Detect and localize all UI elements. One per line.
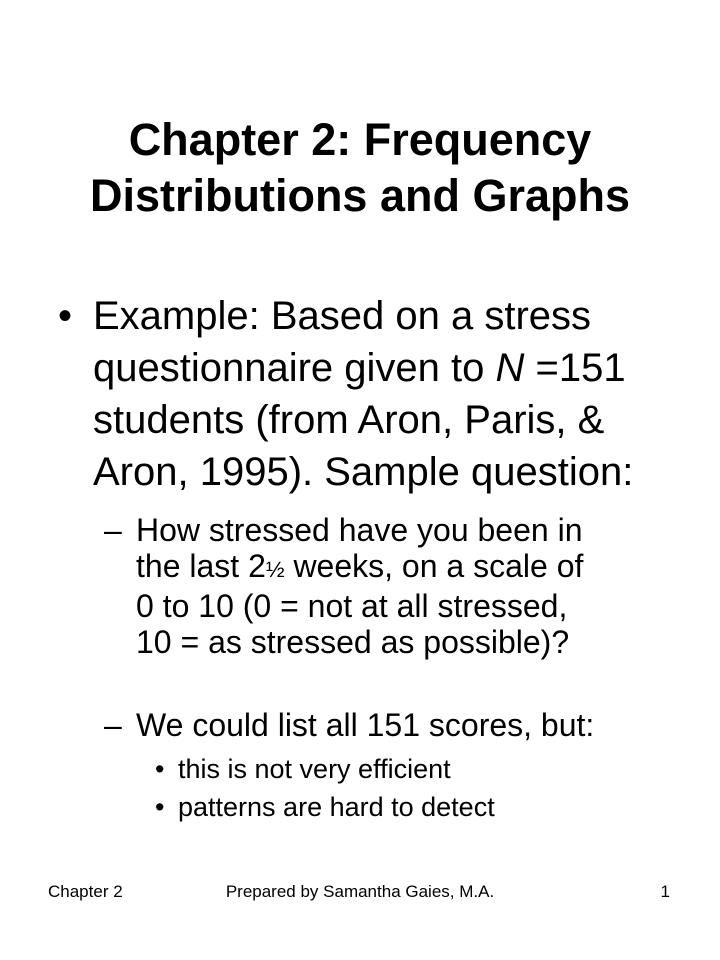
question-line-2-rest: weeks, on a scale of <box>284 548 584 584</box>
dash-marker: – <box>104 707 122 743</box>
question-line-2-text: the last 2 <box>136 548 266 584</box>
bullet-marker: • <box>155 754 165 784</box>
question-line-2 <box>136 548 696 588</box>
sub-bullet-scores <box>136 707 696 743</box>
main-bullet-line-4: Aron, 1995). Sample question: <box>93 450 634 494</box>
bullet-marker: • <box>155 792 165 822</box>
footer-chapter: Chapter 2 <box>48 882 123 901</box>
list-item: this is not very efficient <box>178 754 451 784</box>
half-fraction: ½ <box>265 557 285 582</box>
bullet-marker: • <box>58 294 73 338</box>
sub-bullet-question <box>136 512 696 660</box>
n-symbol: N <box>495 346 525 390</box>
question-line-3: 0 to 10 (0 = not at all stressed, <box>136 588 568 624</box>
main-bullet-line-2-text: questionnaire given to <box>93 346 496 390</box>
slide-title <box>0 112 720 224</box>
scores-text: We could list all 151 scores, but: <box>136 707 595 743</box>
title-line-2: Distributions and Graphs <box>89 170 631 221</box>
main-bullet-line-1: Example: Based on a stress <box>93 294 592 338</box>
question-line-4: 10 = as stressed as possible)? <box>136 624 570 660</box>
main-bullet-line-2 <box>93 342 693 394</box>
n-value: =151 <box>524 346 626 390</box>
dash-marker: – <box>104 512 122 548</box>
question-line-1: How stressed have you been in <box>136 512 583 548</box>
main-bullet-text <box>93 290 693 498</box>
footer-author: Prepared by Samantha Gaies, M.A. <box>225 882 495 901</box>
list-item: patterns are hard to detect <box>178 792 495 822</box>
main-bullet-line-3: students (from Aron, Paris, & <box>93 398 605 442</box>
footer-page-number: 1 <box>660 882 670 901</box>
title-line-1: Chapter 2: Frequency <box>128 114 592 165</box>
